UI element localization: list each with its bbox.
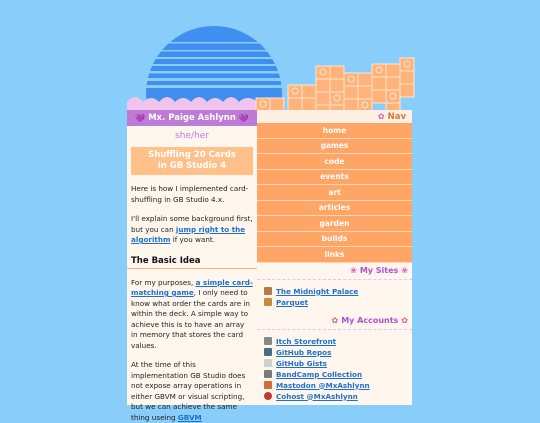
account-link[interactable]: Mastodon @MxAshlynn [276, 381, 370, 390]
account-link[interactable]: BandCamp Collection [276, 370, 362, 379]
mastodon-icon [264, 381, 272, 389]
main-content-column [127, 110, 257, 405]
account-link[interactable]: GitHub Gists [276, 359, 327, 368]
itch-icon [264, 337, 272, 345]
flower-icon: ❀ [401, 266, 408, 275]
nav-item-garden[interactable]: garden [257, 216, 412, 232]
article-title-line1: Shuffling 20 Cards [133, 150, 251, 161]
account-link[interactable]: Itch Storefront [276, 337, 336, 346]
nav-item-art[interactable]: art [257, 185, 412, 201]
nav-item-builds[interactable]: builds [257, 232, 412, 248]
paragraph-text: I'll explain some background first, but you can [131, 214, 253, 234]
computer-icon [264, 348, 272, 356]
paragraph-text: For my purposes, [131, 278, 196, 287]
account-link[interactable]: Cohost @MxAshlynn [276, 392, 358, 401]
section-heading: The Basic Idea [127, 256, 257, 269]
memo-icon [264, 359, 272, 367]
list-item[interactable] [257, 369, 412, 380]
pink-wave-art [127, 92, 258, 112]
heart-icon: 💜 [135, 114, 145, 123]
my-accounts-title: My Accounts [341, 316, 398, 325]
nav-item-events[interactable]: events [257, 170, 412, 186]
paragraph-text: At the time of this implementation GB Studio does not expose array operations in either GBVM or visual scripting, but we can achieve the same thing useing [131, 360, 245, 422]
flower-icon: ✿ [378, 112, 385, 121]
my-sites-header [257, 263, 412, 280]
article-intro: Here is how I implemented card-shuffling in GB Studio 4.x. [131, 184, 253, 205]
nav-menu [257, 123, 412, 263]
my-sites-title: My Sites [360, 266, 398, 275]
article-body [127, 184, 257, 246]
list-item[interactable] [257, 380, 412, 391]
paragraph-text: if you want. [170, 235, 215, 244]
article-body [127, 278, 257, 423]
card-matching-game-link[interactable]: a simple card-matching game [131, 278, 253, 298]
account-link[interactable]: GitHub Repos [276, 348, 331, 357]
nav-item-articles[interactable]: articles [257, 201, 412, 217]
flower-icon: ✿ [331, 316, 338, 325]
nav-item-home[interactable]: home [257, 123, 412, 139]
list-item[interactable] [257, 347, 412, 358]
parquet-icon [264, 298, 272, 306]
list-item[interactable] [257, 297, 412, 308]
article-paragraph [131, 278, 253, 352]
list-item[interactable] [257, 391, 412, 402]
sidebar-column [257, 110, 412, 405]
profile-name-bar [127, 110, 257, 126]
paragraph-text: , I only need to know what order the cards are in within the deck. A simple way to achieve this is to have an array in memory that stores the card values. [131, 288, 250, 350]
flower-icon: ❀ [350, 266, 357, 275]
nav-item-code[interactable]: code [257, 154, 412, 170]
my-sites-list [257, 280, 412, 308]
nav-item-games[interactable]: games [257, 139, 412, 155]
site-link[interactable]: The Midnight Palace [276, 287, 358, 296]
article-paragraph [131, 360, 253, 423]
jump-to-algorithm-link[interactable]: jump right to the algorithm [131, 225, 245, 245]
bandcamp-icon [264, 370, 272, 378]
nav-title: Nav [388, 112, 406, 122]
profile-name: Mx. Paige Ashlynn [148, 113, 236, 123]
list-item[interactable] [257, 286, 412, 297]
castle-icon [264, 287, 272, 295]
article-paragraph [131, 214, 253, 246]
site-link[interactable]: Parquet [276, 298, 308, 307]
gbvm-link[interactable]: GBVM [178, 413, 202, 422]
profile-pronouns: she/her [127, 126, 257, 147]
list-item[interactable] [257, 336, 412, 347]
cohost-icon [264, 392, 272, 400]
nav-item-links[interactable]: links [257, 247, 412, 263]
my-accounts-list [257, 330, 412, 402]
article-title-line2: in GB Studio 4 [133, 161, 251, 172]
my-accounts-header [257, 313, 412, 330]
article-title [131, 147, 253, 175]
flower-icon: ✿ [401, 316, 408, 325]
heart-icon: 💜 [239, 114, 249, 123]
nav-header [257, 110, 412, 123]
list-item[interactable] [257, 358, 412, 369]
